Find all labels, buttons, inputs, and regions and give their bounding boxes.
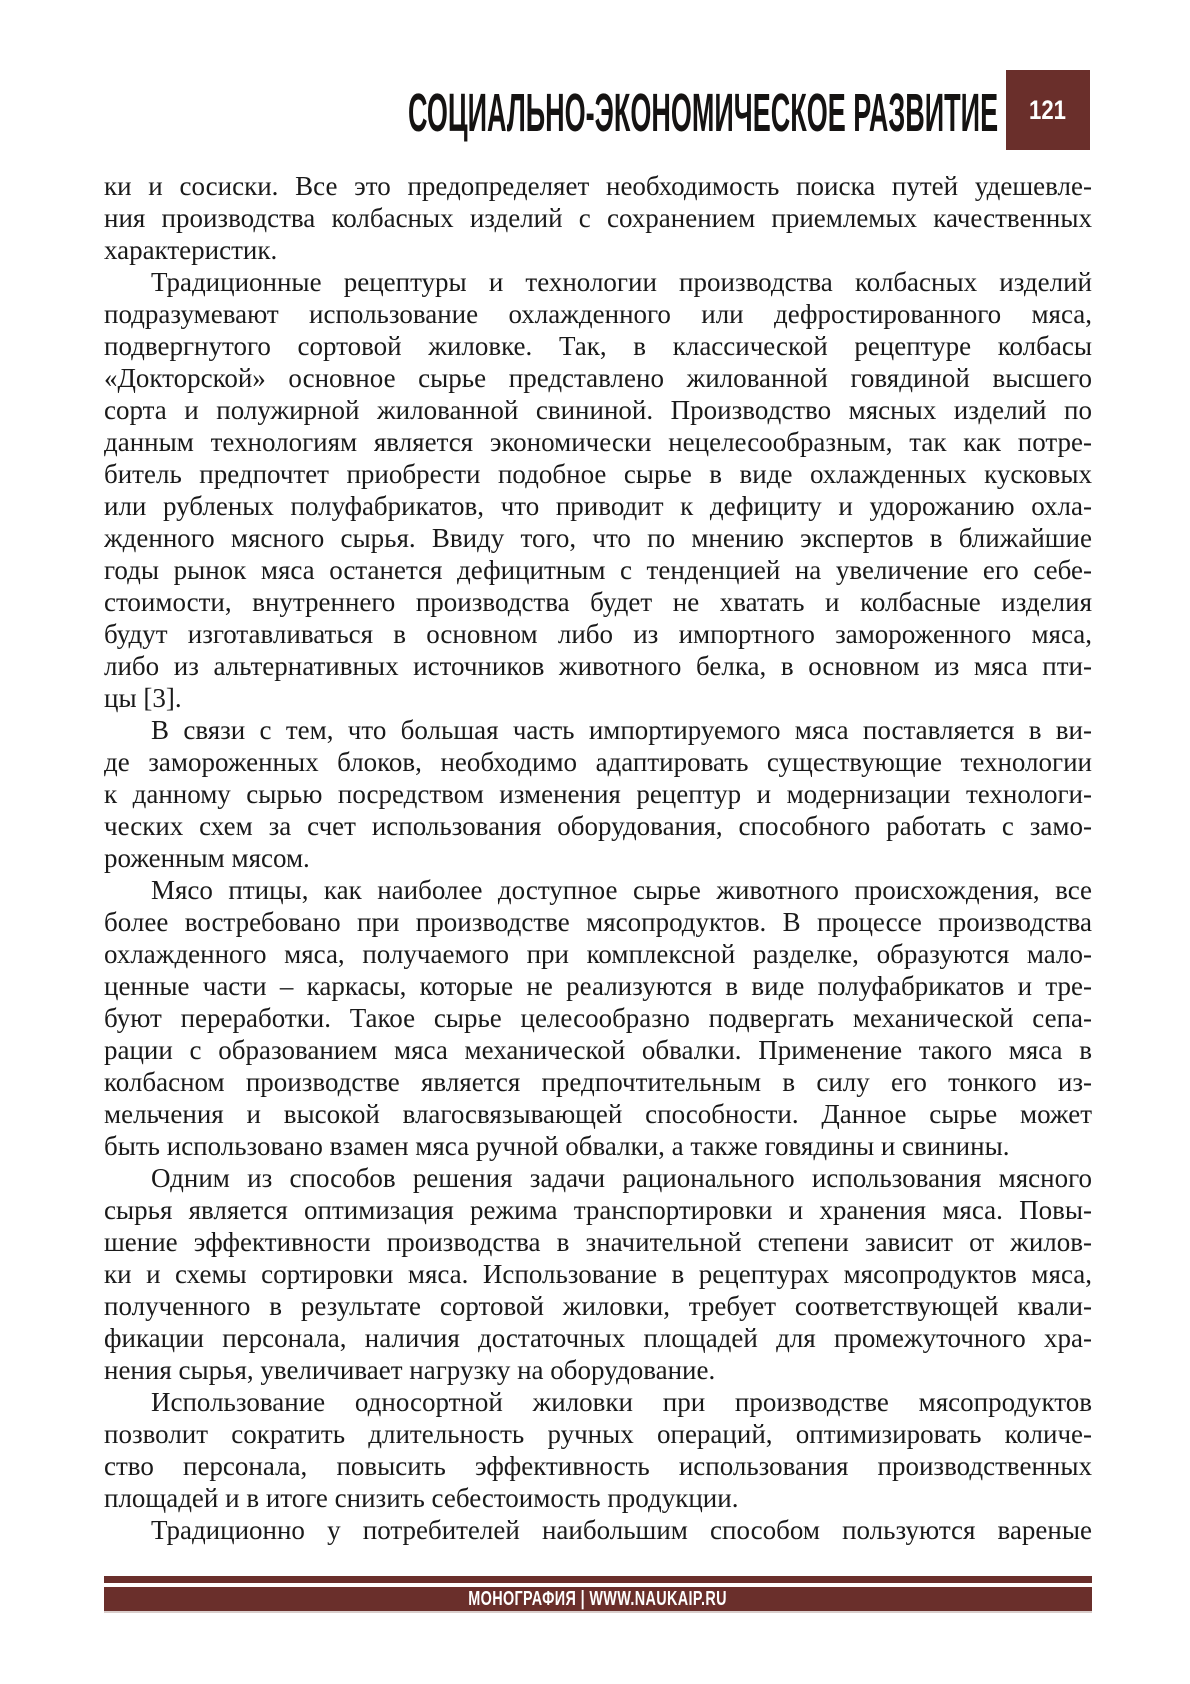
text-line: Мясо птицы, как наиболее доступное сырье животного происхождения, все [151,875,1092,905]
text-line: данным технологиям является экономически нецелесообразным, так как потре- [104,427,1092,457]
text-line: фикации персонала, наличия достаточных площадей для промежуточного хра- [104,1323,1092,1353]
footer-accent-strip [104,1576,1092,1583]
footer-bar [104,1587,1092,1613]
text-line: Одним из способов решения задачи рационального использования мясного [151,1163,1092,1193]
text-line: ческих схем за счет использования оборудования, способного работать с замо- [104,811,1092,841]
document-body [104,170,1092,1546]
page-number-badge [1006,70,1090,150]
text-line: нения сырья, увеличивает нагрузку на оборудование. [104,1355,716,1385]
text-line: Традиционно у потребителей наибольшим способом пользуются вареные [151,1515,1092,1545]
text-line: или рубленых полуфабрикатов, что приводит к дефициту и удорожанию охла- [104,491,1092,521]
text-line: рации с образованием мяса механической обвалки. Применение такого мяса в [104,1035,1092,1065]
text-line: Использование односортной жиловки при производстве мясопродуктов [151,1387,1092,1417]
text-line: к данному сырью посредством изменения рецептур и модернизации технологи- [104,779,1092,809]
text-line: де замороженных блоков, необходимо адаптировать существующие технологии [104,747,1092,777]
text-line: цы [3]. [104,683,182,713]
text-line: Традиционные рецептуры и технологии производства колбасных изделий [151,267,1092,297]
text-line: жденного мясного сырья. Ввиду того, что по мнению экспертов в ближайшие [104,523,1092,553]
text-line: характеристик. [104,235,278,265]
text-line: ки и схемы сортировки мяса. Использование в рецептурах мясопродуктов мяса, [104,1259,1092,1289]
text-line: ценные части – каркасы, которые не реализуются в виде полуфабрикатов и тре- [104,971,1092,1001]
text-line: подразумевают использование охлажденного или дефростированного мяса, [104,299,1092,329]
text-line: сырья является оптимизация режима транспортировки и хранения мяса. Повы- [104,1195,1092,1225]
text-line: будут изготавливаться в основном либо из импортного замороженного мяса, [104,619,1092,649]
page-footer [104,1576,1092,1613]
text-line: шение эффективности производства в значительной степени зависит от жилов- [104,1227,1092,1257]
text-line: охлажденного мяса, получаемого при комплексной разделке, образуются мало- [104,939,1092,969]
text-line: годы рынок мяса останется дефицитным с тенденцией на увеличение его себе- [104,555,1092,585]
text-line: В связи с тем, что большая часть импортируемого мяса поставляется в ви- [151,715,1092,745]
text-line: быть использовано взамен мяса ручной обвалки, а также говядины и свинины. [104,1131,1010,1161]
text-line: позволит сократить длительность ручных операций, оптимизировать количе- [104,1419,1092,1449]
text-line: буют переработки. Такое сырье целесообразно подвергать механической сепа- [104,1003,1092,1033]
text-line: полученного в результате сортовой жиловки, требует соответствующей квали- [104,1291,1092,1321]
text-line: мельчения и высокой влагосвязывающей способности. Данное сырье может [104,1099,1092,1129]
text-line: ки и сосиски. Все это предопределяет необходимость поиска путей удешевле- [104,171,1092,201]
text-line: подвергнутого сортовой жиловке. Так, в классической рецептуре колбасы [104,331,1092,361]
text-line: роженным мясом. [104,843,310,873]
text-line: ство персонала, повысить эффективность использования производственных [104,1451,1092,1481]
text-line: сорта и полужирной жилованной свининой. Производство мясных изделий по [104,395,1092,425]
text-line: ния производства колбасных изделий с сохранением приемлемых качественных [104,203,1092,233]
text-line: либо из альтернативных источников животного белка, в основном из мяса пти- [104,651,1092,681]
text-line: колбасном производстве является предпочтительным в силу его тонкого из- [104,1067,1092,1097]
text-line: битель предпочтет приобрести подобное сырье в виде охлажденных кусковых [104,459,1092,489]
text-line: площадей и в итоге снизить себестоимость продукции. [104,1483,739,1513]
text-line: более востребовано при производстве мясопродуктов. В процессе производства [104,907,1092,937]
page-number: 121 [1029,94,1067,125]
footer-text: МОНОГРАФИЯ | WWW.NAUKAIP.RU [468,1588,728,1610]
text-line: «Докторской» основное сырье представлено жилованной говядиной высшего [104,363,1092,393]
page-title: СОЦИАЛЬНО-ЭКОНОМИЧЕСКОЕ РАЗВИТИЕ [407,83,998,143]
text-line: стоимости, внутреннего производства будет не хватать и колбасные изделия [104,587,1092,617]
